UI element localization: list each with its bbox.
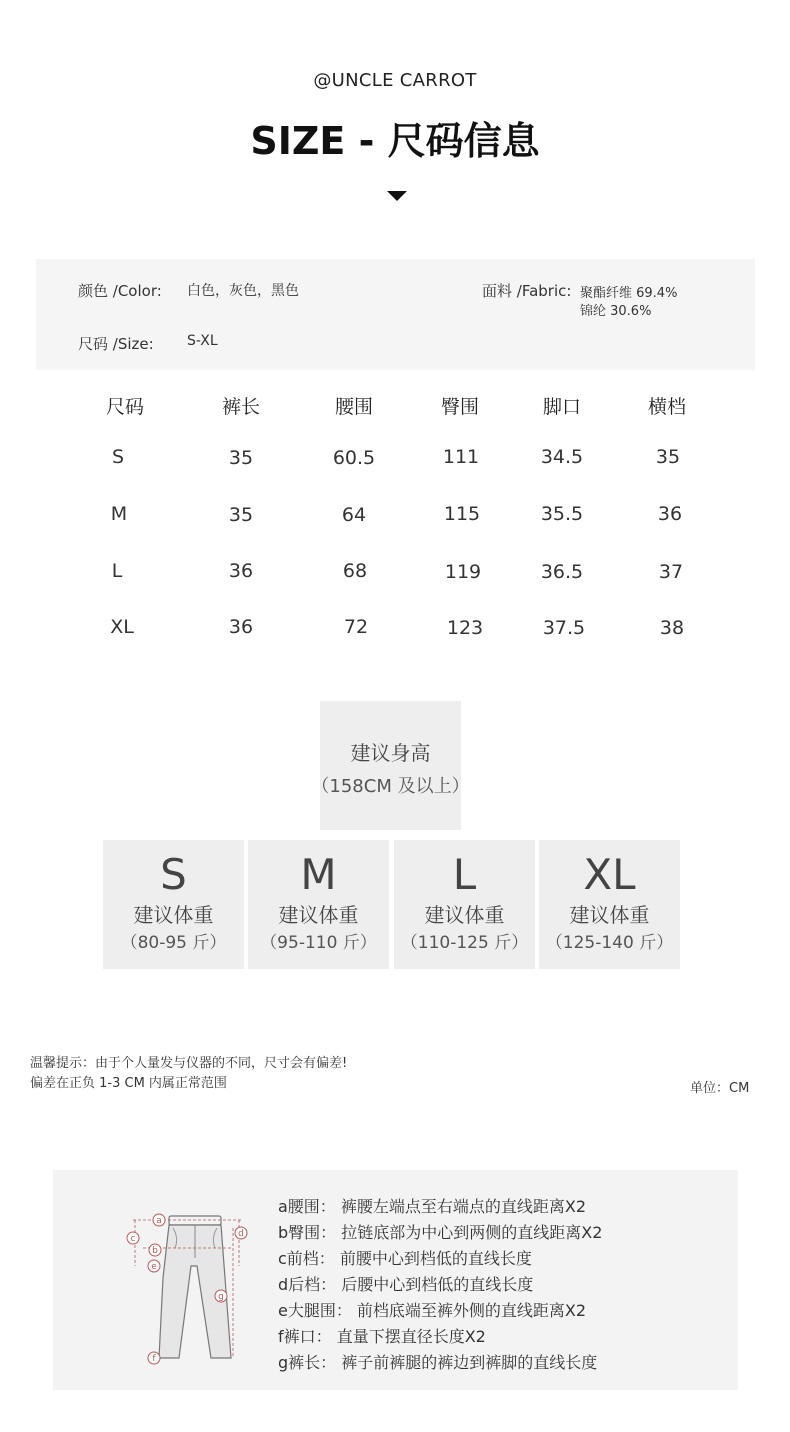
brand-name: @UNCLE CARROT [313, 70, 477, 91]
table-cell: 34.5 [540, 446, 584, 468]
tip-note: 温馨提示：由于个人量发与仪器的不同，尺寸会有偏差! [30, 1056, 348, 1071]
fabric-line-1: 聚酯纤维 69.4% [580, 286, 678, 301]
table-cell: 36.5 [540, 561, 584, 583]
table-cell: 36 [228, 616, 254, 638]
table-cell: 37 [658, 561, 684, 583]
marker-c: c [130, 1234, 136, 1244]
weight-card-m [248, 840, 389, 969]
table-cell: M [110, 503, 128, 525]
product-info-panel [36, 259, 755, 370]
table-cell: 35 [655, 446, 681, 468]
card-label: 建议体重 [569, 903, 650, 927]
table-cell: 123 [446, 617, 484, 639]
table-cell: 35 [228, 504, 254, 526]
card-label: 建议体重 [278, 903, 359, 927]
deviation-note: 偏差在正负 1-3 CM 内属正常范围 [30, 1076, 227, 1091]
marker-g: g [218, 1292, 224, 1302]
card-size: M [300, 850, 337, 899]
table-cell: 36 [657, 503, 683, 525]
weight-card-l [394, 840, 535, 969]
height-title: 建议身高 [350, 741, 431, 765]
measure-line-waist: a腰围： 裤腰左端点至右端点的直线距离X2 [278, 1197, 587, 1216]
size-label: 尺码 /Size: [78, 335, 154, 353]
table-cell: 115 [443, 503, 481, 525]
measure-line-back-rise: d后档： 后腰中心到档低的直线长度 [278, 1275, 534, 1294]
page-title: SIZE - 尺码信息 [250, 119, 540, 163]
card-label: 建议体重 [424, 903, 505, 927]
unit-note: 单位：CM [690, 1081, 750, 1096]
table-cell: XL [110, 616, 134, 638]
pants-diagram-icon [113, 1208, 263, 1378]
measure-line-leg-opening: f裤口： 直量下摆直径长度X2 [278, 1327, 486, 1346]
table-cell: 72 [343, 616, 369, 638]
table-header: 腰围 [334, 396, 373, 418]
table-header: 裤长 [221, 396, 260, 418]
marker-a: a [156, 1216, 162, 1226]
table-cell: 35 [228, 447, 254, 469]
marker-e: e [151, 1262, 157, 1272]
measure-line-length: g裤长： 裤子前裤腿的裤边到裤脚的直线长度 [278, 1353, 598, 1372]
height-value: （158CM 及以上） [311, 776, 470, 797]
table-cell: 64 [341, 504, 367, 526]
card-label: 建议体重 [133, 903, 214, 927]
card-size: L [452, 850, 477, 899]
height-recommendation-card [311, 701, 470, 830]
card-size: XL [583, 850, 636, 899]
table-cell: 68 [342, 560, 368, 582]
table-cell: 111 [442, 446, 480, 468]
card-range: （110-125 斤） [400, 933, 529, 953]
table-cell: 119 [444, 561, 482, 583]
card-range: （80-95 斤） [120, 933, 227, 953]
table-cell: 36 [228, 560, 254, 582]
table-cell: S [111, 446, 125, 468]
table-cell: L [111, 560, 123, 582]
card-size: S [160, 850, 187, 899]
table-cell: 35.5 [540, 503, 584, 525]
table-header: 尺码 [105, 396, 144, 418]
table-header: 横档 [647, 396, 686, 418]
measurement-guide [53, 1170, 738, 1390]
card-range: （125-140 斤） [545, 933, 674, 953]
marker-f: f [152, 1354, 156, 1364]
measure-line-front-rise: c前档： 前腰中心到档低的直线长度 [278, 1249, 532, 1268]
weight-card-xl [539, 840, 680, 969]
fabric-line-2: 锦纶 30.6% [580, 304, 652, 319]
table-cell: 37.5 [542, 617, 586, 639]
fabric-label: 面料 /Fabric: [482, 282, 572, 300]
color-label: 颜色 /Color: [78, 282, 162, 300]
marker-d: d [238, 1229, 244, 1239]
color-value: 白色，灰色，黑色 [187, 283, 299, 299]
table-cell: 60.5 [332, 447, 376, 469]
table-header: 脚口 [542, 396, 581, 418]
measure-line-hip: b臀围： 拉链底部为中心到两侧的直线距离X2 [278, 1223, 603, 1242]
size-value: S-XL [187, 333, 218, 349]
weight-card-s [103, 840, 244, 969]
measure-line-thigh: e大腿围： 前档底端至裤外侧的直线距离X2 [278, 1301, 587, 1320]
triangle-down-icon [387, 191, 407, 201]
card-range: （95-110 斤） [260, 933, 377, 953]
table-header: 臀围 [440, 396, 479, 418]
marker-b: b [152, 1246, 158, 1256]
table-cell: 38 [659, 617, 685, 639]
